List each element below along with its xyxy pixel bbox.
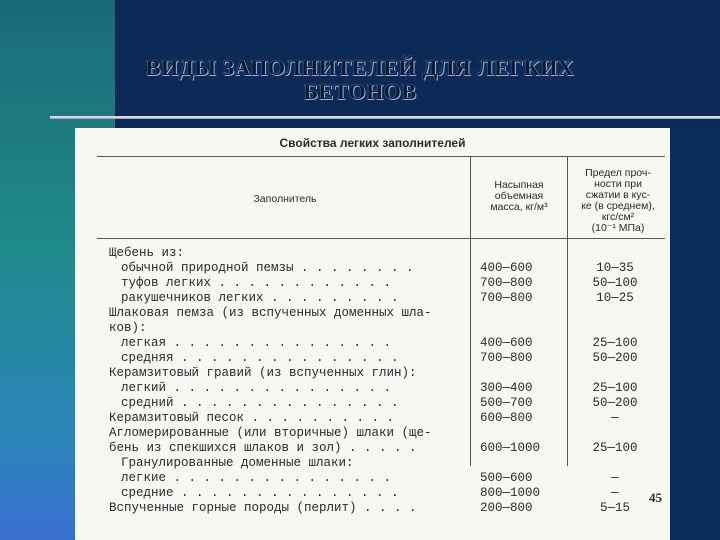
row-name: легкая . . . . . . . . . . . . . . .	[121, 336, 392, 350]
row-density: 500—600	[480, 471, 533, 485]
slide-title-line-2: БЕТОНОВ	[303, 79, 417, 104]
table-row	[75, 246, 670, 261]
table-row	[75, 261, 670, 276]
table-top-border	[97, 156, 665, 157]
row-strength: 10—35	[596, 261, 634, 275]
row-density: 200—800	[480, 501, 533, 515]
row-name: Керамзитовый песок . . . . . . . . . .	[109, 411, 395, 425]
header-name: Заполнитель	[253, 193, 317, 205]
title-divider	[50, 116, 720, 119]
row-density: 600—1000	[480, 441, 541, 455]
table-row	[75, 381, 670, 396]
row-strength: 25—100	[592, 381, 638, 395]
row-name: Вспученные горные породы (перлит) . . . .	[109, 501, 417, 515]
table-row	[75, 366, 670, 381]
row-density: 400—600	[480, 336, 533, 350]
row-name: средняя . . . . . . . . . . . . . . .	[121, 351, 399, 365]
table-row	[75, 471, 670, 486]
row-strength: 10—25	[596, 291, 634, 305]
table-row	[75, 321, 670, 336]
row-strength: 25—100	[592, 336, 638, 350]
row-strength: 50—200	[592, 351, 638, 365]
table-row	[75, 456, 670, 471]
slide-title	[120, 56, 600, 104]
table-header-border	[97, 238, 665, 239]
table-row	[75, 351, 670, 366]
row-density: 400—600	[480, 261, 533, 275]
row-density: 500—700	[480, 396, 533, 410]
row-name: Щебень из:	[109, 246, 185, 260]
table-row	[75, 486, 670, 501]
row-strength: —	[611, 411, 619, 425]
header-strength: Предел проч- ности при сжатии в кус- ке (в среднем), кгс/см² (10⁻¹ МПа)	[581, 167, 655, 234]
row-name: туфов легких . . . . . . . . . . . .	[121, 276, 392, 290]
row-strength: 50—200	[592, 396, 638, 410]
table-row	[75, 276, 670, 291]
row-name: ков):	[109, 321, 147, 335]
table-row	[75, 306, 670, 321]
table-row	[75, 396, 670, 411]
row-name: легкий . . . . . . . . . . . . . . .	[121, 381, 392, 395]
row-strength: —	[611, 486, 619, 500]
row-density: 700—800	[480, 276, 533, 290]
row-name: бень из спекшихся шлаков и зол) . . . . .	[109, 441, 417, 455]
row-name: средний . . . . . . . . . . . . . . .	[121, 396, 399, 410]
table-row	[75, 426, 670, 441]
table-row	[75, 441, 670, 456]
row-name: легкие . . . . . . . . . . . . . . .	[121, 471, 392, 485]
row-name: средние . . . . . . . . . . . . . . .	[121, 486, 399, 500]
row-strength: —	[611, 471, 619, 485]
row-name: Шлаковая пемза (из вспученных доменных шла-	[109, 306, 432, 320]
table-row	[75, 291, 670, 306]
row-name: Керамзитовый гравий (из вспученных глин):	[109, 366, 417, 380]
slide-title-line-1: ВИДЫ ЗАПОЛНИТЕЛЕЙ ДЛЯ ЛЕГКИХ	[145, 55, 575, 80]
row-strength: 25—100	[592, 441, 638, 455]
row-density: 300—400	[480, 381, 533, 395]
page-number: 45	[649, 490, 662, 505]
table-row	[75, 411, 670, 426]
row-name: обычной природной пемзы . . . . . . . .	[121, 261, 414, 275]
row-density: 800—1000	[480, 486, 541, 500]
header-density: Насыпная объемная масса, кг/м³	[490, 179, 548, 213]
row-strength: 5—15	[599, 501, 630, 515]
row-name: Гранулированные доменные шлаки:	[121, 456, 354, 470]
row-density: 700—800	[480, 291, 533, 305]
row-density: 700—800	[480, 351, 533, 365]
scanned-table-page	[75, 128, 670, 540]
table-title: Свойства легких заполнителей	[279, 136, 466, 150]
row-name: Агломерированные (или вторичные) шлаки (ще-	[109, 426, 432, 440]
table-body	[75, 246, 670, 516]
table-row	[75, 336, 670, 351]
row-strength: 50—100	[592, 276, 638, 290]
row-density: 600—800	[480, 411, 533, 425]
table-row	[75, 501, 670, 516]
row-name: ракушечников легких . . . . . . . . .	[121, 291, 399, 305]
